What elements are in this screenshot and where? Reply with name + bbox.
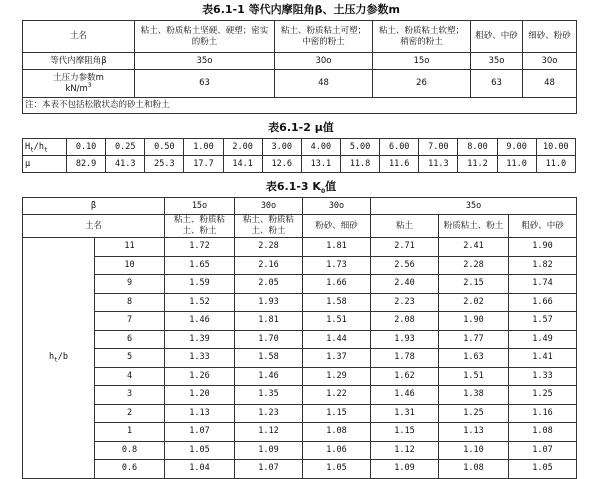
table1-title: 表6.1-1 等代内摩阻角β、土压力参数m	[202, 3, 400, 16]
table2-mu-value: 17.7	[184, 156, 223, 173]
cell: 63	[135, 70, 275, 98]
table3-cell: 1.31	[371, 404, 439, 423]
cell: 35o	[135, 53, 275, 70]
table2	[22, 138, 576, 173]
table2-h-value: 0.10	[67, 139, 106, 156]
cell: 26	[373, 70, 471, 98]
table2-mu-value: 41.3	[106, 156, 145, 173]
table2-h-value: 2.00	[223, 139, 262, 156]
table3-side-label	[23, 238, 95, 479]
cell: 48	[523, 70, 577, 98]
side-label-sub: t	[54, 356, 58, 364]
side-label-end: /b	[57, 352, 68, 363]
table3-cell: 1.06	[303, 441, 371, 460]
table2-mu-value: 82.9	[67, 156, 106, 173]
table3-cell: 1.65	[165, 256, 235, 275]
table3-soil-name: 粘土	[371, 215, 439, 238]
cell: 15o	[373, 53, 471, 70]
table3-cell: 1.62	[371, 367, 439, 386]
table2-mu-value: 11.8	[340, 156, 379, 173]
table3-cell: 2.28	[235, 238, 303, 257]
table3-cell: 2.02	[439, 293, 509, 312]
table2-mu-value: 11.2	[458, 156, 497, 173]
table-row	[23, 386, 577, 405]
table3-cell: 1.23	[235, 404, 303, 423]
table2-h-value: 1.00	[184, 139, 223, 156]
h-label-text: H	[25, 141, 31, 152]
table3-cell: 1.35	[235, 386, 303, 405]
table3-beta-value: 15o	[165, 198, 235, 215]
table2-mu-value: 11.0	[536, 156, 575, 173]
h-label-sub2: t	[44, 146, 48, 154]
table3-cell: 1.15	[303, 404, 371, 423]
table3-cell: 2.05	[235, 275, 303, 294]
table3-cell: 1.81	[235, 312, 303, 331]
table3-soil-name: 粘土、粉质粘土、粉土	[235, 215, 303, 238]
table3-cell: 1.13	[165, 404, 235, 423]
table3-cell: 1.29	[303, 367, 371, 386]
table3-soil-name: 粉质粘土、粉土	[439, 215, 509, 238]
table-row	[23, 404, 577, 423]
table3-cell: 1.04	[165, 460, 235, 479]
table3-ratio: 3	[95, 386, 165, 405]
table2-mu-value: 11.6	[380, 156, 419, 173]
table3-cell: 1.70	[235, 330, 303, 349]
table-row	[23, 275, 577, 294]
table3-cell: 1.66	[303, 275, 371, 294]
table1-corner: 土名	[23, 21, 135, 53]
table3-cell: 2.56	[371, 256, 439, 275]
table2-h-value: 8.00	[458, 139, 497, 156]
table3-cell: 2.40	[371, 275, 439, 294]
table3-cell: 1.25	[509, 386, 577, 405]
title-sub: 0	[320, 188, 326, 196]
table1-col-header: 细砂、粉砂	[523, 21, 577, 53]
table2-h-value: 7.00	[419, 139, 458, 156]
table-row	[23, 238, 577, 257]
table3-cell: 1.77	[439, 330, 509, 349]
table1-col-header: 粘土、粉质粘土可塑；中密的粉土	[275, 21, 373, 53]
table3-cell: 1.81	[303, 238, 371, 257]
table3-cell: 1.82	[509, 256, 577, 275]
table2-h-value: 5.00	[340, 139, 379, 156]
table3-ratio: 8	[95, 293, 165, 312]
table3-cell: 1.74	[509, 275, 577, 294]
table3-cell: 1.38	[439, 386, 509, 405]
table3-cell: 2.08	[371, 312, 439, 331]
table3-ratio: 6	[95, 330, 165, 349]
table3-soil-name: 粉砂、细砂	[303, 215, 371, 238]
table3-cell: 1.90	[439, 312, 509, 331]
table3-cell: 1.51	[303, 312, 371, 331]
table3-cell: 1.58	[235, 349, 303, 368]
table1-note: 注：本表不包括松散状态的砂土和粉土	[23, 98, 577, 114]
table3-ratio: 0.6	[95, 460, 165, 479]
table3-cell: 1.12	[371, 441, 439, 460]
table3-cell: 1.52	[165, 293, 235, 312]
table3-ratio: 9	[95, 275, 165, 294]
table3-beta-value: 35o	[371, 198, 577, 215]
table3-cell: 1.22	[303, 386, 371, 405]
table2-h-value: 6.00	[380, 139, 419, 156]
table2-h-value: 10.00	[536, 139, 575, 156]
table2-mu-value: 12.6	[262, 156, 301, 173]
table3-cell: 1.33	[509, 367, 577, 386]
table-row	[23, 441, 577, 460]
table3-cell: 1.20	[165, 386, 235, 405]
table3-cell: 2.28	[439, 256, 509, 275]
table3-cell: 1.08	[509, 423, 577, 442]
table2-h-value: 0.25	[106, 139, 145, 156]
table3-cell: 1.05	[303, 460, 371, 479]
table3-cell: 1.51	[439, 367, 509, 386]
table3-cell: 1.08	[303, 423, 371, 442]
table3-cell: 1.37	[303, 349, 371, 368]
cell: 63	[471, 70, 523, 98]
table3-beta-label: β	[23, 198, 165, 215]
table3-cell: 1.73	[303, 256, 371, 275]
table1-col-header: 粘土、粉质粘土坚硬、硬塑；密实的粉土	[135, 21, 275, 53]
table3-beta-value: 30o	[303, 198, 371, 215]
table-row	[23, 349, 577, 368]
table3-cell: 1.10	[439, 441, 509, 460]
table3-cell: 1.49	[509, 330, 577, 349]
table1	[22, 20, 577, 114]
table3-cell: 1.63	[439, 349, 509, 368]
table3-cell: 2.16	[235, 256, 303, 275]
table1-col-header: 粗砂、中砂	[471, 21, 523, 53]
table3-cell: 1.66	[509, 293, 577, 312]
table2-mu-value: 13.1	[301, 156, 340, 173]
table3-cell: 1.09	[371, 460, 439, 479]
row-label-text: 土压力参数m	[53, 72, 104, 83]
title-end: 值	[325, 180, 337, 193]
table2-h-label	[23, 139, 67, 156]
table3-beta-value: 30o	[235, 198, 303, 215]
table3-cell: 1.39	[165, 330, 235, 349]
table3-cell: 1.09	[235, 441, 303, 460]
table1-col-header: 粘土、粉质粘土软塑；稍密的粉土	[373, 21, 471, 53]
table-row	[23, 312, 577, 331]
table3-cell: 1.58	[303, 293, 371, 312]
table3-cell: 1.78	[371, 349, 439, 368]
table3-cell: 1.57	[509, 312, 577, 331]
table3-cell: 1.46	[235, 367, 303, 386]
cell: 35o	[471, 53, 523, 70]
table3-ratio: 4	[95, 367, 165, 386]
table3-cell: 1.13	[439, 423, 509, 442]
h-label-sub: t	[30, 146, 34, 154]
table3-soil-name: 粘土、粉质粘土、粉土	[165, 215, 235, 238]
table2-mu-value: 11.0	[497, 156, 536, 173]
cell: 30o	[523, 53, 577, 70]
table3-cell: 1.07	[165, 423, 235, 442]
table2-mu-value: 25.3	[145, 156, 184, 173]
side-label-text: h	[49, 352, 55, 363]
unit-text: kN/m	[65, 83, 88, 94]
table2-h-value: 0.50	[145, 139, 184, 156]
table2-title: 表6.1-2 μ值	[268, 121, 334, 134]
cell: 30o	[275, 53, 373, 70]
table3-cell: 1.26	[165, 367, 235, 386]
table3-ratio: 2	[95, 404, 165, 423]
title-main: 表6.1-3 K	[265, 180, 321, 193]
table3	[22, 197, 577, 479]
table3-soil-label: 土名	[23, 215, 165, 238]
table3-title	[0, 180, 602, 194]
table3-cell: 2.41	[439, 238, 509, 257]
table3-cell: 1.05	[509, 460, 577, 479]
table1-row-m	[23, 70, 577, 98]
table3-cell: 2.15	[439, 275, 509, 294]
table2-h-value: 9.00	[497, 139, 536, 156]
table2-mu-value: 11.3	[419, 156, 458, 173]
table3-soil-name: 粗砂、中砂	[509, 215, 577, 238]
table3-cell: 1.05	[165, 441, 235, 460]
table3-ratio: 10	[95, 256, 165, 275]
table3-cell: 1.07	[235, 460, 303, 479]
table3-cell: 1.93	[235, 293, 303, 312]
table3-cell: 1.15	[371, 423, 439, 442]
table3-cell: 1.90	[509, 238, 577, 257]
table3-cell: 1.25	[439, 404, 509, 423]
cell: 48	[275, 70, 373, 98]
table3-cell: 1.07	[509, 441, 577, 460]
table3-cell: 1.08	[439, 460, 509, 479]
table3-cell: 1.93	[371, 330, 439, 349]
table-row	[23, 293, 577, 312]
unit-sup: 3	[87, 81, 92, 89]
table-row	[23, 367, 577, 386]
table2-h-value: 3.00	[262, 139, 301, 156]
table3-ratio: 11	[95, 238, 165, 257]
table3-cell: 2.71	[371, 238, 439, 257]
table2-mu-label: μ	[23, 156, 67, 173]
table-row	[23, 423, 577, 442]
table3-cell: 2.23	[371, 293, 439, 312]
table2-mu-value: 14.1	[223, 156, 262, 173]
table3-cell: 1.33	[165, 349, 235, 368]
table3-ratio: 7	[95, 312, 165, 331]
table1-row-beta	[23, 53, 577, 70]
table3-cell: 1.16	[509, 404, 577, 423]
h-label-mid: /h	[33, 141, 44, 152]
table3-ratio: 5	[95, 349, 165, 368]
table-row	[23, 330, 577, 349]
table3-cell: 1.12	[235, 423, 303, 442]
table3-ratio: 1	[95, 423, 165, 442]
row-label: 等代内摩阻角β	[23, 53, 135, 70]
table3-cell: 1.41	[509, 349, 577, 368]
table3-cell: 1.72	[165, 238, 235, 257]
table3-cell: 1.46	[165, 312, 235, 331]
table3-cell: 1.44	[303, 330, 371, 349]
table3-cell: 1.59	[165, 275, 235, 294]
table-row	[23, 256, 577, 275]
table2-h-value: 4.00	[301, 139, 340, 156]
table3-cell: 1.46	[371, 386, 439, 405]
table3-ratio: 0.8	[95, 441, 165, 460]
row-label	[23, 70, 135, 98]
